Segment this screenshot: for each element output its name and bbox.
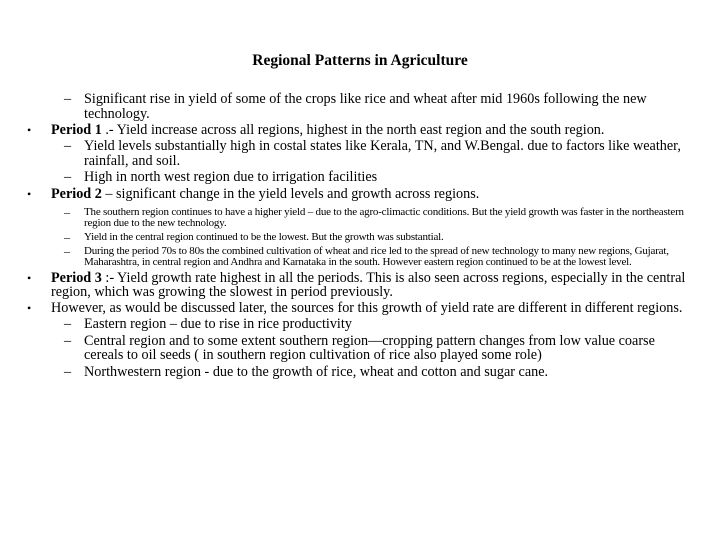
period-label: Period 1 <box>51 122 102 138</box>
sub-point <box>26 334 694 363</box>
bullet-point <box>26 271 694 300</box>
sub-point-text: Yield levels substantially high in costal states like Kerala, TN, and W.Bengal. due to factors like weather, rainfall, and soil. <box>84 138 681 169</box>
period-label: Period 3 <box>51 269 102 286</box>
period-label: Period 2 <box>51 185 102 202</box>
dash-marker: – <box>64 332 72 349</box>
bullet-marker: • <box>27 301 32 316</box>
sub-point <box>26 365 694 380</box>
sub-point <box>26 139 694 168</box>
slide-title: Regional Patterns in Agriculture <box>252 52 468 69</box>
sub-point-text: Significant rise in yield of some of the crops like rice and wheat after mid 1960s following the new technology. <box>84 91 647 122</box>
sub-point <box>26 92 694 121</box>
sub-point-text: High in north west region due to irrigation facilities <box>84 169 378 185</box>
sub-point <box>26 317 694 332</box>
dash-marker: – <box>64 316 72 333</box>
sub-point-text: Eastern region – due to rise in rice productivity <box>84 316 352 333</box>
bullet-point <box>26 187 694 202</box>
sub-point-small <box>26 232 694 243</box>
dash-marker: – <box>64 91 72 107</box>
dash-marker: – <box>64 138 72 154</box>
sub-point <box>26 170 694 185</box>
sub-point-text: Central region and to some extent southern region––cropping pattern changes from low value coarse cereals to oil seeds ( in southern region cultivation of rice also played some role) <box>84 332 655 364</box>
slide-content <box>26 92 694 381</box>
dash-marker: – <box>64 230 70 245</box>
bullet-marker: • <box>27 186 32 201</box>
sub-point-text: Northwestern region - due to the growth of rice, wheat and cotton and sugar cane. <box>84 363 549 380</box>
dash-marker: – <box>64 205 70 219</box>
bullet-text: However, as would be discussed later, the sources for this growth of yield rate are different in different regions. <box>51 300 683 317</box>
sub-point-text: The southern region continues to have a higher yield – due to the agro-climactic conditions. But the yield growth was faster in the northeastern region due to the new technology. <box>84 206 684 230</box>
dash-marker: – <box>64 243 70 258</box>
sub-point-small <box>26 243 694 269</box>
dash-marker: – <box>64 363 72 380</box>
dash-marker: – <box>64 169 72 185</box>
bullet-text: – significant change in the yield levels and growth across regions. <box>101 185 480 202</box>
bullet-text: :- Yield growth rate highest in all the periods. This is also seen across regions, especially in the central region, which was growing the slowest in period previously. <box>51 269 686 301</box>
sub-point-text: Yield in the central region continued to be the lowest. But the growth was substantial. <box>84 231 444 244</box>
bullet-marker: • <box>27 123 32 137</box>
sub-point-small <box>26 207 694 230</box>
sub-point-text: During the period 70s to 80s the combined cultivation of wheat and rice led to the spread of new technology to many new regions, Gujarat, Maharashtra, in central region and Andhra and Karnataka in the south. However eastern region continued to be at the lowest level. <box>84 244 669 269</box>
bullet-text: .- Yield increase across all regions, highest in the north east region and the south region. <box>101 122 605 138</box>
bullet-marker: • <box>27 270 32 285</box>
bullet-point <box>26 123 694 138</box>
bullet-point <box>26 301 694 316</box>
